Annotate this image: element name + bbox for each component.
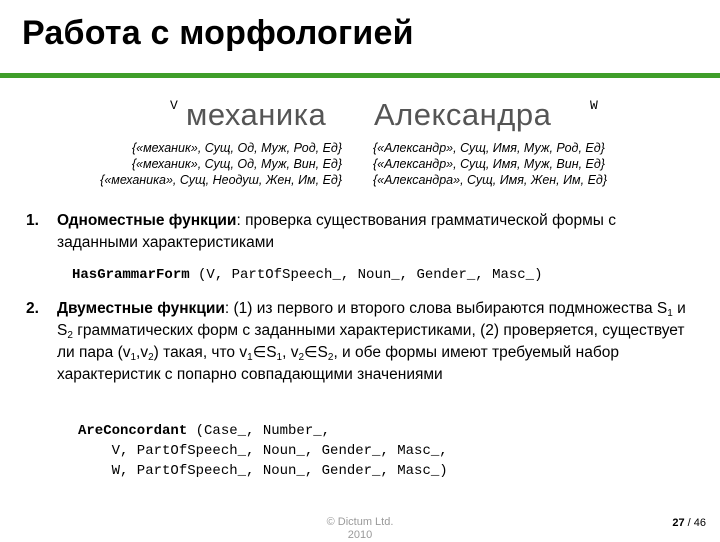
item-2-text: : (1) из первого и второго слова выбираются подмножества S [224, 300, 668, 317]
variable-w-label: W [590, 98, 598, 113]
form-entry: {«механика», Сущ, Неодуш, Жен, Им, Ед} [100, 173, 342, 187]
item-2-description [57, 298, 697, 386]
word-aleksandra: Александра [374, 97, 552, 132]
title-underline [0, 73, 720, 78]
item-2-text: ) такая, что v [153, 344, 248, 361]
subscript: 1 [130, 352, 137, 363]
variable-v-label: V [170, 98, 178, 113]
subscript: 2 [298, 352, 305, 363]
code-hasgrammarform [72, 265, 542, 285]
form-entry: {«Александр», Сущ, Имя, Муж, Род, Ед} [373, 141, 605, 155]
form-entry: {«механик», Сущ, Од, Муж, Род, Ед} [131, 141, 342, 155]
item-1-description [57, 210, 697, 254]
list-number-2: 2. [26, 300, 39, 317]
function-args: V, PartOfSpeech_, Noun_, Gender_, Masc_, [78, 443, 448, 459]
item-2-text: грамматических форм с заданными характеристиками, (2) проверяется, существует ли пара (v [57, 322, 685, 361]
page-total: 46 [693, 517, 706, 529]
item-2-text: ∈S [304, 344, 328, 361]
slide-title: Работа с морфологией [22, 14, 414, 52]
item-1-heading: Одноместные функции [57, 212, 237, 229]
form-entry: {«механик», Сущ, Од, Муж, Вин, Ед} [131, 157, 342, 171]
copyright-text: © Dictum Ltd. [326, 516, 394, 528]
item-2-text: ∈S [252, 344, 277, 361]
code-line [78, 441, 448, 461]
form-entry: {«Александра», Сущ, Имя, Жен, Им, Ед} [373, 173, 607, 187]
function-args: (V, PartOfSpeech_, Noun_, Gender_, Masc_) [189, 267, 543, 283]
copyright-year: 2010 [347, 529, 373, 541]
subscript: 2 [148, 352, 154, 363]
function-name: AreConcordant [78, 423, 188, 439]
page-separator: / [684, 517, 694, 529]
list-number-1: 1. [26, 212, 39, 229]
word-mekhanika: механика [186, 97, 327, 132]
subscript: 2 [327, 352, 334, 363]
subscript: 2 [67, 330, 73, 341]
forms-list-left [30, 140, 342, 188]
item-2-text: , и обе формы имеют требуемый набор характеристик с попарно совпадающими значениями [57, 344, 619, 383]
subscript: 1 [667, 308, 673, 319]
subscript: 1 [247, 352, 253, 363]
item-2-text: , v [282, 344, 299, 361]
function-args: (Case_, Number_, [187, 423, 331, 439]
copyright-footer [0, 516, 720, 542]
forms-list-right [373, 140, 693, 188]
function-name: HasGrammarForm [72, 267, 190, 283]
item-2-text: и S [57, 300, 686, 339]
item-1-text: : проверка существования грамматической формы с заданными характеристиками [57, 212, 616, 251]
item-2-heading: Двуместные функции [57, 300, 225, 317]
code-line [78, 461, 448, 481]
function-args: W, PartOfSpeech_, Noun_, Gender_, Masc_) [78, 463, 448, 479]
form-entry: {«Александр», Сущ, Имя, Муж, Вин, Ед} [373, 157, 605, 171]
page-current: 27 [672, 517, 685, 529]
subscript: 1 [276, 352, 283, 363]
item-2-text: ,v [136, 344, 149, 361]
code-areconcordant [78, 421, 448, 481]
page-number [672, 517, 706, 529]
code-line [78, 421, 448, 441]
